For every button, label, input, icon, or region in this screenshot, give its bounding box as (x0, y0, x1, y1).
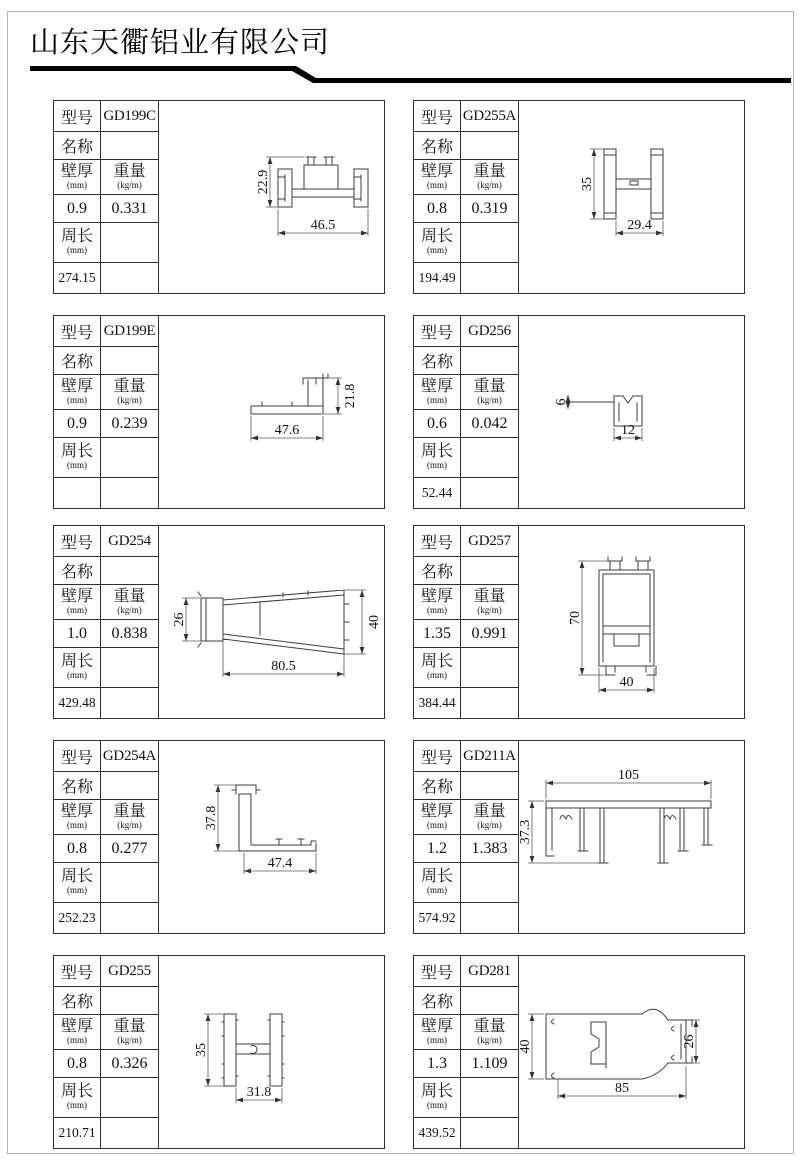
profile-cell-gd256 (413, 315, 745, 509)
name-label: 名称 (54, 557, 101, 585)
perimeter-value: 194.49 (414, 263, 461, 293)
model-value: GD255A (461, 101, 518, 132)
empty-cell (461, 648, 518, 688)
profile-table (414, 741, 519, 933)
empty-cell (461, 223, 518, 263)
model-label: 型号 (414, 101, 461, 132)
perimeter-unit: (mm) (67, 1100, 87, 1111)
weight-value: 0.838 (101, 620, 158, 648)
model-label: 型号 (54, 956, 101, 987)
profile-drawing (518, 956, 744, 1148)
weight-unit: (kg/m) (477, 179, 502, 190)
name-label: 名称 (414, 132, 461, 160)
model-value: GD254A (101, 741, 158, 772)
name-label: 名称 (54, 347, 101, 375)
weight-value: 0.331 (101, 195, 158, 223)
name-value (461, 132, 518, 160)
thickness-value: 0.6 (414, 410, 461, 438)
thickness-value: 0.9 (54, 410, 101, 438)
model-value: GD211A (461, 741, 518, 772)
model-value: GD199E (101, 316, 158, 347)
weight-value: 0.239 (101, 410, 158, 438)
model-label: 型号 (54, 741, 101, 772)
profile-drawing (518, 101, 744, 293)
weight-value: 0.326 (101, 1050, 158, 1078)
weight-label: 重量 (kg/m) (101, 585, 158, 620)
name-label: 名称 (414, 347, 461, 375)
perimeter-unit: (mm) (67, 885, 87, 896)
dimension-label: 85 (615, 1081, 629, 1096)
model-value: GD254 (101, 526, 158, 557)
model-value: GD255 (101, 956, 158, 987)
weight-unit: (kg/m) (117, 604, 142, 615)
name-value (461, 557, 518, 585)
empty-cell (101, 863, 158, 903)
profile-table (54, 526, 159, 718)
weight-label: 重量 (kg/m) (461, 585, 518, 620)
perimeter-label: 周长 (mm) (414, 438, 461, 478)
perimeter-label: 周长 (mm) (414, 648, 461, 688)
dimension-label: 47.6 (274, 423, 300, 438)
model-label: 型号 (54, 316, 101, 347)
thickness-unit: (mm) (67, 394, 87, 405)
dimension-label: 40 (518, 1039, 533, 1054)
thickness-label: 壁厚 (mm) (54, 585, 101, 620)
weight-unit: (kg/m) (477, 394, 502, 405)
weight-unit: (kg/m) (477, 819, 502, 830)
dimension-label: 21.8 (343, 383, 358, 409)
perimeter-label: 周长 (mm) (54, 223, 101, 263)
perimeter-unit: (mm) (427, 245, 447, 256)
profile-drawing (518, 316, 744, 508)
profile-table (54, 101, 159, 293)
thickness-value: 1.2 (414, 835, 461, 863)
thickness-label: 壁厚 (mm) (54, 375, 101, 410)
thickness-label: 壁厚 (mm) (414, 585, 461, 620)
dimension-label: 40 (367, 615, 382, 629)
empty-cell (101, 648, 158, 688)
empty-cell (101, 1078, 158, 1118)
empty-cell (101, 223, 158, 263)
perimeter-unit: (mm) (67, 670, 87, 681)
name-value (461, 987, 518, 1015)
dimension-label: 46.5 (310, 218, 336, 233)
perimeter-value (54, 478, 101, 508)
profile-cell-gd199e (53, 315, 385, 509)
perimeter-unit: (mm) (427, 460, 447, 471)
weight-label: 重量 (kg/m) (101, 375, 158, 410)
thickness-unit: (mm) (67, 179, 87, 190)
empty-cell (461, 863, 518, 903)
empty-cell (101, 1118, 158, 1148)
thickness-label: 壁厚 (mm) (54, 160, 101, 195)
dimension-label: 26 (172, 612, 187, 627)
model-label: 型号 (414, 741, 461, 772)
weight-value: 1.383 (461, 835, 518, 863)
thickness-unit: (mm) (67, 604, 87, 615)
weight-unit: (kg/m) (477, 1034, 502, 1045)
empty-cell (101, 263, 158, 293)
name-value (101, 987, 158, 1015)
model-value: GD199C (101, 101, 158, 132)
dimension-label: 80.5 (271, 659, 296, 674)
thickness-unit: (mm) (427, 179, 447, 190)
thickness-value: 1.3 (414, 1050, 461, 1078)
name-value (101, 557, 158, 585)
name-label: 名称 (414, 987, 461, 1015)
empty-cell (461, 903, 518, 933)
dimension-label: 6 (554, 398, 569, 406)
profile-drawing (158, 101, 384, 293)
perimeter-value: 252.23 (54, 903, 101, 933)
empty-cell (461, 1118, 518, 1148)
model-label: 型号 (414, 316, 461, 347)
dimension-label: 47.4 (267, 856, 293, 871)
profile-cell-gd281 (413, 955, 745, 1149)
empty-cell (461, 1078, 518, 1118)
weight-label: 重量 (kg/m) (461, 1015, 518, 1050)
name-value (461, 772, 518, 800)
perimeter-value: 384.44 (414, 688, 461, 718)
empty-cell (101, 688, 158, 718)
thickness-unit: (mm) (67, 1034, 87, 1045)
weight-unit: (kg/m) (117, 394, 142, 405)
profile-table (54, 741, 159, 933)
perimeter-label: 周长 (mm) (54, 1078, 101, 1118)
dimension-label: 26 (682, 1034, 697, 1049)
thickness-label: 壁厚 (mm) (414, 160, 461, 195)
model-label: 型号 (414, 526, 461, 557)
weight-label: 重量 (kg/m) (461, 800, 518, 835)
model-label: 型号 (414, 956, 461, 987)
dimension-label: 35 (580, 177, 595, 191)
perimeter-label: 周长 (mm) (414, 863, 461, 903)
profile-cell-gd255 (53, 955, 385, 1149)
thickness-label: 壁厚 (mm) (414, 1015, 461, 1050)
perimeter-value: 274.15 (54, 263, 101, 293)
dimension-label: 31.8 (246, 1085, 272, 1100)
thickness-value: 0.9 (54, 195, 101, 223)
thickness-value: 1.0 (54, 620, 101, 648)
perimeter-value: 429.48 (54, 688, 101, 718)
perimeter-label: 周长 (mm) (54, 648, 101, 688)
empty-cell (461, 478, 518, 508)
thickness-value: 1.35 (414, 620, 461, 648)
profile-cell-gd254a (53, 740, 385, 934)
weight-value: 0.277 (101, 835, 158, 863)
profile-table (414, 316, 519, 508)
dimension-label: 70 (568, 611, 583, 625)
thickness-label: 壁厚 (mm) (414, 800, 461, 835)
profile-drawing (158, 316, 384, 508)
name-label: 名称 (54, 987, 101, 1015)
profile-table (54, 956, 159, 1148)
name-value (101, 347, 158, 375)
weight-label: 重量 (kg/m) (101, 1015, 158, 1050)
weight-unit: (kg/m) (117, 819, 142, 830)
model-value: GD257 (461, 526, 518, 557)
perimeter-unit: (mm) (427, 670, 447, 681)
perimeter-unit: (mm) (67, 245, 87, 256)
perimeter-label: 周长 (mm) (414, 223, 461, 263)
company-title: 山东天衢铝业有限公司 (30, 27, 331, 59)
thickness-label: 壁厚 (mm) (414, 375, 461, 410)
profile-drawing (518, 741, 744, 933)
model-value: GD256 (461, 316, 518, 347)
name-value (101, 772, 158, 800)
profile-table (414, 956, 519, 1148)
weight-label: 重量 (kg/m) (101, 160, 158, 195)
weight-unit: (kg/m) (117, 1034, 142, 1045)
profile-drawing (158, 526, 384, 718)
perimeter-label: 周长 (mm) (54, 863, 101, 903)
profile-cell-gd257 (413, 525, 745, 719)
thickness-value: 0.8 (54, 835, 101, 863)
profile-cell-gd211a (413, 740, 745, 934)
thickness-unit: (mm) (427, 604, 447, 615)
name-label: 名称 (414, 772, 461, 800)
weight-label: 重量 (kg/m) (461, 160, 518, 195)
perimeter-value: 574.92 (414, 903, 461, 933)
dimension-label: 22.9 (256, 169, 271, 195)
empty-cell (101, 438, 158, 478)
model-label: 型号 (54, 101, 101, 132)
perimeter-unit: (mm) (427, 885, 447, 896)
perimeter-value: 439.52 (414, 1118, 461, 1148)
profile-drawing (518, 526, 744, 718)
dimension-label: 37.8 (204, 805, 219, 831)
thickness-unit: (mm) (427, 819, 447, 830)
dimension-label: 35 (194, 1043, 209, 1057)
perimeter-value: 52.44 (414, 478, 461, 508)
weight-label: 重量 (kg/m) (461, 375, 518, 410)
model-value: GD281 (461, 956, 518, 987)
perimeter-label: 周长 (mm) (54, 438, 101, 478)
empty-cell (461, 263, 518, 293)
profile-table (414, 101, 519, 293)
profile-table (414, 526, 519, 718)
thickness-unit: (mm) (67, 819, 87, 830)
model-label: 型号 (54, 526, 101, 557)
weight-unit: (kg/m) (477, 604, 502, 615)
profile-cell-gd199c (53, 100, 385, 294)
weight-unit: (kg/m) (117, 179, 142, 190)
profile-cell-gd254 (53, 525, 385, 719)
weight-value: 0.042 (461, 410, 518, 438)
dimension-label: 37.3 (518, 819, 533, 845)
dimension-label: 12 (621, 423, 635, 438)
thickness-label: 壁厚 (mm) (54, 800, 101, 835)
thickness-unit: (mm) (427, 1034, 447, 1045)
profile-cell-gd255a (413, 100, 745, 294)
perimeter-value: 210.71 (54, 1118, 101, 1148)
dimension-label: 40 (619, 675, 634, 690)
thickness-value: 0.8 (54, 1050, 101, 1078)
weight-label: 重量 (kg/m) (101, 800, 158, 835)
weight-value: 0.991 (461, 620, 518, 648)
weight-value: 0.319 (461, 195, 518, 223)
profile-drawing (158, 956, 384, 1148)
name-label: 名称 (54, 772, 101, 800)
dimension-label: 105 (618, 768, 639, 783)
name-value (101, 132, 158, 160)
thickness-value: 0.8 (414, 195, 461, 223)
thickness-label: 壁厚 (mm) (54, 1015, 101, 1050)
name-label: 名称 (54, 132, 101, 160)
profile-table (54, 316, 159, 508)
weight-value: 1.109 (461, 1050, 518, 1078)
name-label: 名称 (414, 557, 461, 585)
perimeter-unit: (mm) (427, 1100, 447, 1111)
perimeter-label: 周长 (mm) (414, 1078, 461, 1118)
name-value (461, 347, 518, 375)
perimeter-unit: (mm) (67, 460, 87, 471)
empty-cell (101, 478, 158, 508)
empty-cell (461, 438, 518, 478)
empty-cell (101, 903, 158, 933)
thickness-unit: (mm) (427, 394, 447, 405)
empty-cell (461, 688, 518, 718)
dimension-label: 29.4 (627, 218, 652, 233)
profile-drawing (158, 741, 384, 933)
